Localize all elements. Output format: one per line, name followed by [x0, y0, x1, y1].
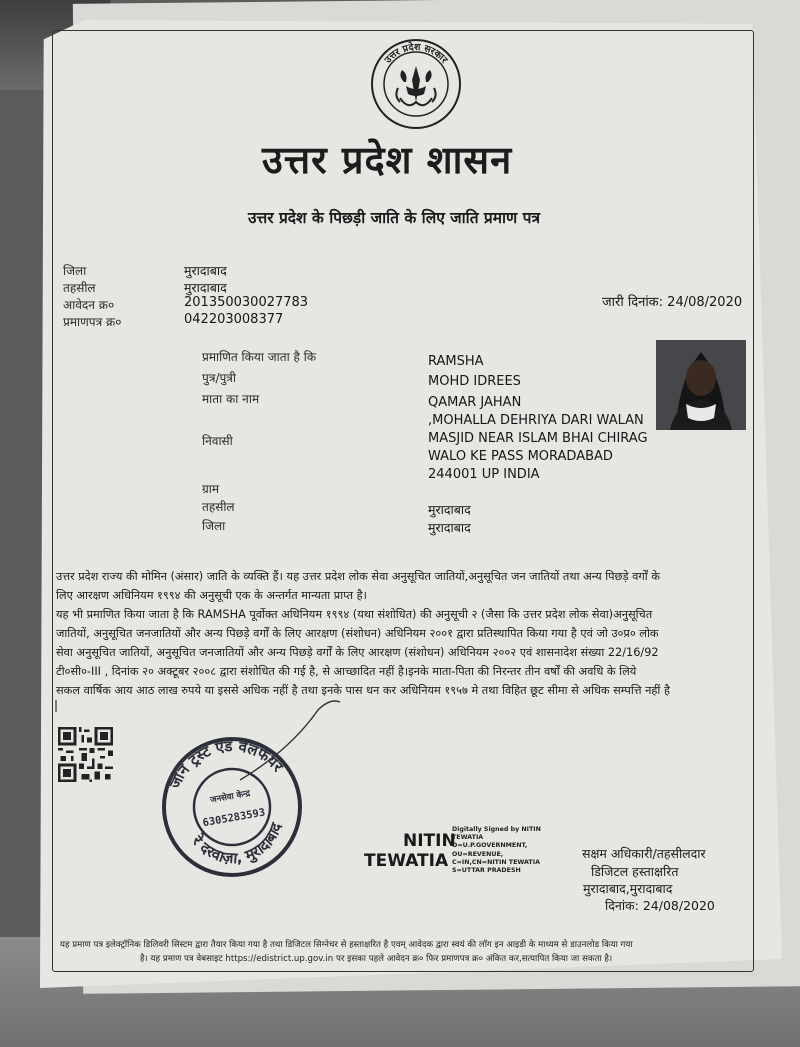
district-detail-value: मुरादाबाद — [428, 520, 471, 535]
father-name: MOHD IDREES — [428, 374, 521, 389]
seal-bottom-text: रे दरवाज़ा, मुरादाबाद — [188, 820, 286, 868]
authority-location: मुरादाबाद,मुरादाबाद — [583, 881, 673, 896]
signature-detail-line: Digitally Signed by NITIN — [452, 826, 541, 833]
signer-name-last: TEWATIA — [364, 851, 449, 871]
pen-scribble — [50, 690, 350, 800]
tehsil-detail-value: मुरादाबाद — [428, 502, 471, 517]
application-number-label: आवेदन क्र० — [63, 298, 115, 312]
signature-detail-line: O=U.P.GOVERNMENT, — [452, 842, 528, 850]
seal-ring-text: जान ट्रस्ट एंड वेलफेयर — [165, 736, 287, 792]
authority-digital-signed: डिजिटल हस्ताक्षरित — [591, 864, 679, 879]
mother-label: माता का नाम — [202, 392, 260, 406]
village-label: ग्राम — [202, 482, 220, 496]
certificate-number-value: 042203008377 — [184, 312, 284, 327]
authority-date: दिनांक: 24/08/2020 — [605, 898, 715, 913]
applicant-name: RAMSHA — [428, 354, 484, 369]
page-title: उत्तर प्रदेश शासन — [262, 138, 513, 182]
certified-label: प्रमाणित किया जाता है कि — [202, 350, 317, 364]
tehsil-label: तहसील — [63, 281, 96, 295]
signature-detail-line: TEWATIA — [452, 834, 484, 842]
certificate-subtitle: उत्तर प्रदेश के पिछड़ी जाति के लिए जाति प्रमाण पत्र — [248, 209, 540, 227]
seal-center-text: जनसेवा केन्द्र — [209, 788, 251, 806]
district-detail-label: जिला — [202, 519, 226, 533]
address-line: MASJID NEAR ISLAM BHAI CHIRAG — [428, 431, 648, 446]
certificate-paragraph-line: टी०सी०-III , दिनांक २० अक्टूबर २००८ द्वारा संशोधित की गई है, से आच्छादित नहीं है।इनके माता-पिता की निरन्तर तीन वर्षों की अवधि के लिये — [56, 665, 637, 678]
certificate-number-label: प्रमाणपत्र क्र० — [63, 315, 122, 329]
applicant-photo — [656, 340, 746, 430]
signature-detail-line: C=IN,CN=NITIN TEWATIA — [452, 858, 540, 866]
up-government-emblem — [368, 36, 464, 132]
certificate-paragraph-line: सेवा अनुसूचित जातियों, अनुसूचित जनजातियों और अन्य पिछड़े वर्गों के लिए आरक्षण (संशोधन) अधिनियम २००२ एवं शासनादेश संख्या 22/16/92 — [56, 646, 659, 659]
svg-text:उत्तर प्रदेश सरकार — [382, 41, 450, 67]
address-line: 244001 UP INDIA — [428, 467, 540, 482]
emblem-text: उत्तर प्रदेश सरकार — [382, 41, 450, 66]
tehsil-value: मुरादाबाद — [184, 280, 227, 295]
certificate-paragraph-line: लिए आरक्षण अधिनियम १९९४ की अनुसूची एक के अन्तर्गत मान्यता प्राप्त है। — [56, 589, 367, 602]
mother-name: QAMAR JAHAN — [428, 395, 522, 410]
signer-name-first: NITIN — [403, 831, 456, 851]
certificate-paragraph-line: उत्तर प्रदेश राज्य की मोमिन (अंसार) जाति के व्यक्ति हैं। यह उत्तर प्रदेश लोक सेवा अनुसूचित जातियों,अनुसूचित जन जातियों तथा अन्य पिछड़े वर्गों के — [56, 570, 660, 583]
certificate-paragraph-line: यह भी प्रमाणित किया जाता है कि RAMSHA पूर्वोक्त अधिनियम १९९४ (यथा संशोधित) की अनुसूची २ (जैसा कि उत्तर प्रदेश लोक सेवा)अनुसूचित — [56, 608, 653, 621]
footer-note-line: यह प्रमाण पत्र इलेक्ट्रॉनिक डिलिवरी सिस्टम द्वारा तैयार किया गया है तथा डिजिटल सिग्नेचर से हस्ताक्षरित है एवम् आवेदक द्वारा स्वयं की लॉग इन आइडी के माध्यम से डाउनलोड किया गया — [60, 940, 633, 950]
resident-label: निवासी — [202, 434, 233, 448]
digital-signature-details — [452, 826, 541, 875]
address-line: ,MOHALLA DEHRIYA DARI WALAN — [428, 413, 644, 428]
certificate-paragraph-line: सकल वार्षिक आय आठ लाख रुपये या इससे अधिक नहीं है तथा इनके पास धन कर अधिनियम १९५७ मे तथा विहित छूट सीमा से अधिक सम्पत्ति नहीं है — [56, 684, 670, 697]
authority-designation: सक्षम अधिकारी/तहसीलदार — [582, 846, 706, 861]
application-number-value: 201350030027783 — [184, 295, 309, 310]
issue-date: जारी दिनांक: 24/08/2020 — [602, 295, 743, 310]
tehsil-detail-label: तहसील — [202, 500, 235, 514]
certificate-paragraph-line: जातियों, अनुसूचित जनजातियों और अन्य पिछड़े वर्गों के लिए आरक्षण (संशोधन) अधिनियम २००१ द्वारा प्रतिस्थापित किया गया है एवं जो उ०प्र० लोक — [56, 627, 659, 640]
address-line: WALO KE PASS MORADABAD — [428, 449, 613, 464]
seal-phone: 6305283593 — [201, 806, 267, 830]
district-label: जिला — [63, 264, 87, 278]
district-value: मुरादाबाद — [184, 263, 227, 278]
footer-note-line: है। यह प्रमाण पत्र वेबसाइट https://edistrict.up.gov.in पर इसका पहले आवेदन क्र० फिर प्रमाणपत्र क्र० अंकित कर,सत्यापित किया जा सकता है। — [140, 954, 613, 964]
relation-label: पुत्र/पुत्री — [202, 371, 237, 385]
signature-detail-line: S=UTTAR PRADESH — [452, 867, 521, 875]
signature-detail-line: OU=REVENUE, — [452, 850, 504, 858]
